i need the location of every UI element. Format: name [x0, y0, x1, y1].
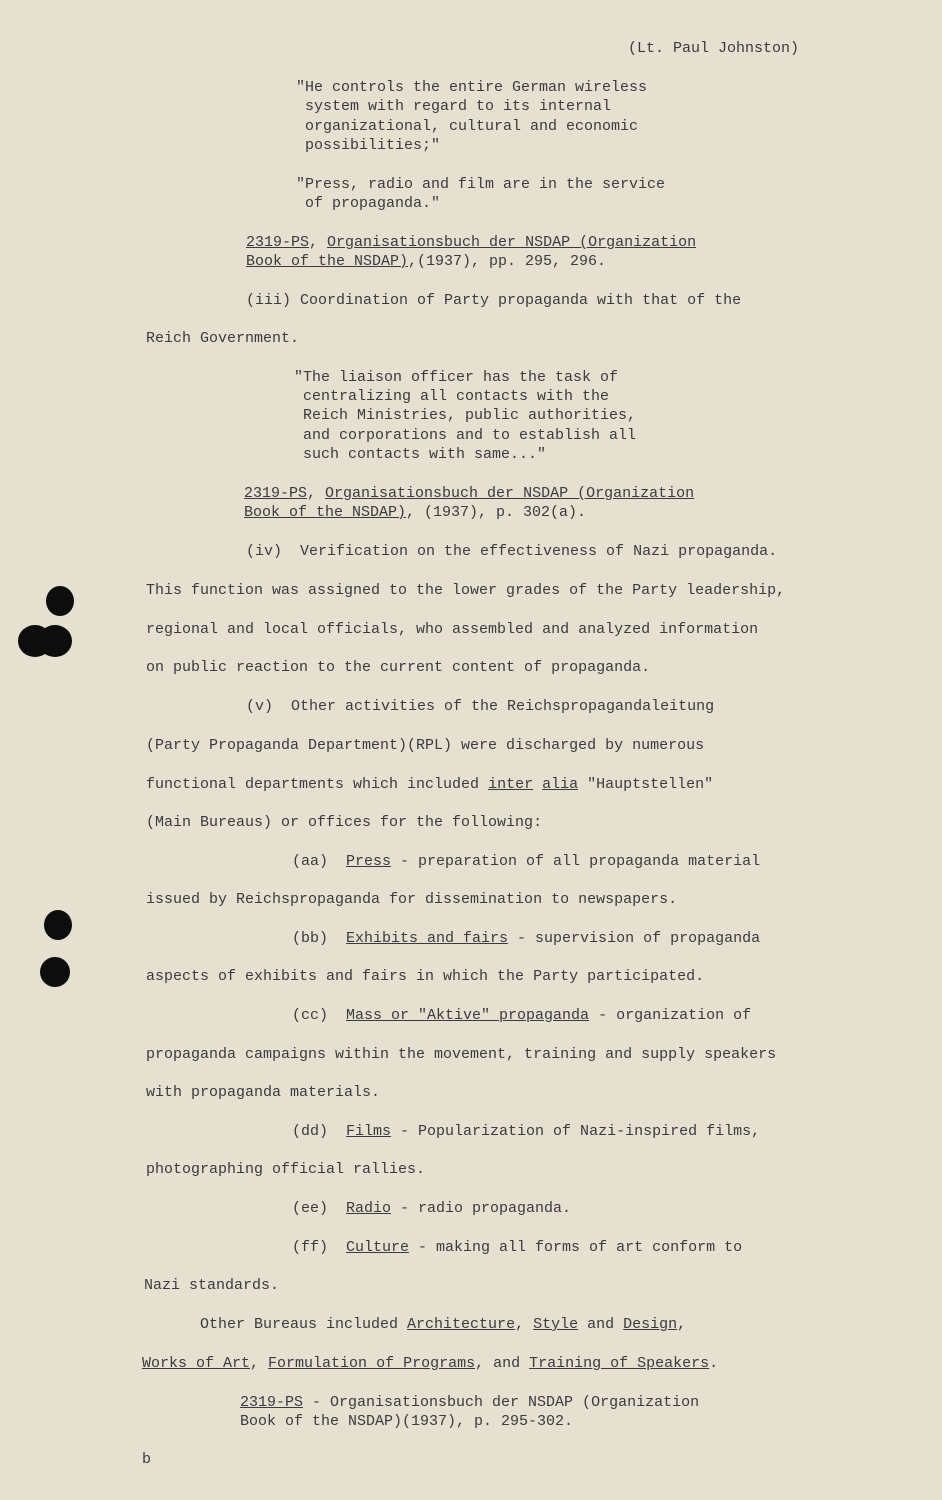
text-run: , — [515, 1316, 534, 1333]
citation-2-line-2 — [244, 504, 586, 522]
citation-title: Organisationsbuch der NSDAP (Organization — [327, 234, 697, 251]
other-bureaus-line-1 — [200, 1316, 686, 1334]
underlined-term: alia — [542, 776, 579, 793]
punch-hole-5 — [40, 957, 70, 987]
subitem-term: Exhibits and fairs — [346, 930, 509, 947]
text-run: , and — [475, 1355, 530, 1372]
text-run: functional departments which included — [146, 776, 489, 793]
text-run: Other Bureaus included — [200, 1316, 408, 1333]
bureau-name: Training of Speakers — [529, 1355, 710, 1372]
item-iii: (iii) Coordination of Party propaganda with that of the — [246, 292, 742, 309]
subitem-dd — [292, 1123, 760, 1141]
citation-2-line-1 — [244, 485, 694, 503]
subitem-text: - organization of — [589, 1007, 752, 1024]
quote-line: "The liaison officer has the task of — [294, 369, 619, 386]
subitem-term: Radio — [346, 1200, 392, 1217]
other-bureaus-line-2 — [142, 1355, 718, 1373]
bureau-name: Design — [623, 1316, 678, 1333]
item-iv-cont: regional and local officials, who assembled and analyzed information — [146, 621, 759, 638]
citation-sep: , — [309, 234, 328, 251]
item-iv-cont: This function was assigned to the lower grades of the Party leadership, — [146, 582, 786, 599]
citation-title: Book of the NSDAP) — [246, 253, 409, 270]
citation-title: Book of the NSDAP) — [244, 504, 407, 521]
subitem-term: Mass or "Aktive" propaganda — [346, 1007, 590, 1024]
citation-title: Organisationsbuch der NSDAP (Organization — [325, 485, 695, 502]
bureau-name: Formulation of Programs — [268, 1355, 476, 1372]
subitem-label: (ff) — [292, 1239, 347, 1256]
subitem-label: (cc) — [292, 1007, 347, 1024]
item-iii-cont: Reich Government. — [146, 330, 300, 347]
subitem-text: - radio propaganda. — [391, 1200, 572, 1217]
subitem-aa-cont: issued by Reichspropaganda for dissemination to newspapers. — [146, 891, 678, 908]
subitem-cc-cont: with propaganda materials. — [146, 1084, 381, 1101]
item-iv-cont: on public reaction to the current content of propaganda. — [146, 659, 651, 676]
page-mark: b — [142, 1451, 152, 1468]
citation-title: - Organisationsbuch der NSDAP (Organization — [303, 1394, 700, 1411]
quote-line: "Press, radio and film are in the service — [296, 176, 666, 193]
quote-line: and corporations and to establish all — [294, 427, 637, 444]
subitem-dd-cont: photographing official rallies. — [146, 1161, 426, 1178]
text-run: , — [677, 1316, 687, 1333]
text-run: "Hauptstellen" — [578, 776, 714, 793]
subitem-term: Press — [346, 853, 392, 870]
punch-hole-1 — [46, 586, 74, 616]
subitem-label: (dd) — [292, 1123, 347, 1140]
citation-sep: , — [307, 485, 326, 502]
item-iv: (iv) Verification on the effectiveness of Nazi propaganda. — [246, 543, 778, 560]
quote-line: system with regard to its internal — [296, 98, 612, 115]
bureau-name: Architecture — [407, 1316, 516, 1333]
text-run — [533, 776, 542, 793]
citation-pages: , (1937), p. 302(a). — [406, 504, 587, 521]
quote-line: organizational, cultural and economic — [296, 118, 639, 135]
quote-line: of propaganda." — [296, 195, 441, 212]
subitem-ee — [292, 1200, 571, 1218]
item-v-cont — [146, 776, 713, 794]
citation-3-line-2: Book of the NSDAP)(1937), p. 295-302. — [240, 1413, 574, 1430]
subitem-text: - preparation of all propaganda material — [391, 853, 761, 870]
subitem-bb — [292, 930, 760, 948]
citation-ref: 2319-PS — [246, 234, 310, 251]
citation-3-line-1 — [240, 1394, 699, 1412]
subitem-label: (ee) — [292, 1200, 347, 1217]
citation-ref: 2319-PS — [240, 1394, 304, 1411]
subitem-aa — [292, 853, 760, 871]
text-run: and — [578, 1316, 624, 1333]
author-header: (Lt. Paul Johnston) — [628, 40, 800, 57]
quote-line: Reich Ministries, public authorities, — [294, 407, 637, 424]
item-v-cont: (Main Bureaus) or offices for the following: — [146, 814, 543, 831]
quote-line: centralizing all contacts with the — [294, 388, 610, 405]
punch-hole-3 — [38, 625, 72, 657]
item-v: (v) Other activities of the Reichspropagandaleitung — [246, 698, 715, 715]
subitem-ff — [292, 1239, 742, 1257]
subitem-label: (bb) — [292, 930, 347, 947]
subitem-text: - Popularization of Nazi-inspired films, — [391, 1123, 761, 1140]
subitem-text: - supervision of propaganda — [508, 930, 761, 947]
text-run: , — [250, 1355, 269, 1372]
subitem-label: (aa) — [292, 853, 347, 870]
subitem-text: - making all forms of art conform to — [409, 1239, 743, 1256]
subitem-ff-cont: Nazi standards. — [144, 1277, 280, 1294]
quote-line: possibilities;" — [296, 137, 441, 154]
citation-ref: 2319-PS — [244, 485, 308, 502]
bureau-name: Style — [533, 1316, 579, 1333]
subitem-bb-cont: aspects of exhibits and fairs in which the Party participated. — [146, 968, 705, 985]
subitem-cc — [292, 1007, 751, 1025]
item-v-cont: (Party Propaganda Department)(RPL) were discharged by numerous — [146, 737, 705, 754]
citation-pages: ,(1937), pp. 295, 296. — [408, 253, 607, 270]
citation-1-line-2 — [246, 253, 606, 271]
subitem-cc-cont: propaganda campaigns within the movement, training and supply speakers — [146, 1046, 777, 1063]
punch-hole-4 — [44, 910, 72, 940]
quote-line: "He controls the entire German wireless — [296, 79, 648, 96]
subitem-term: Films — [346, 1123, 392, 1140]
bureau-name: Works of Art — [142, 1355, 251, 1372]
underlined-term: inter — [488, 776, 534, 793]
citation-1-line-1 — [246, 234, 696, 252]
quote-line: such contacts with same..." — [294, 446, 547, 463]
subitem-term: Culture — [346, 1239, 410, 1256]
text-run: . — [709, 1355, 719, 1372]
